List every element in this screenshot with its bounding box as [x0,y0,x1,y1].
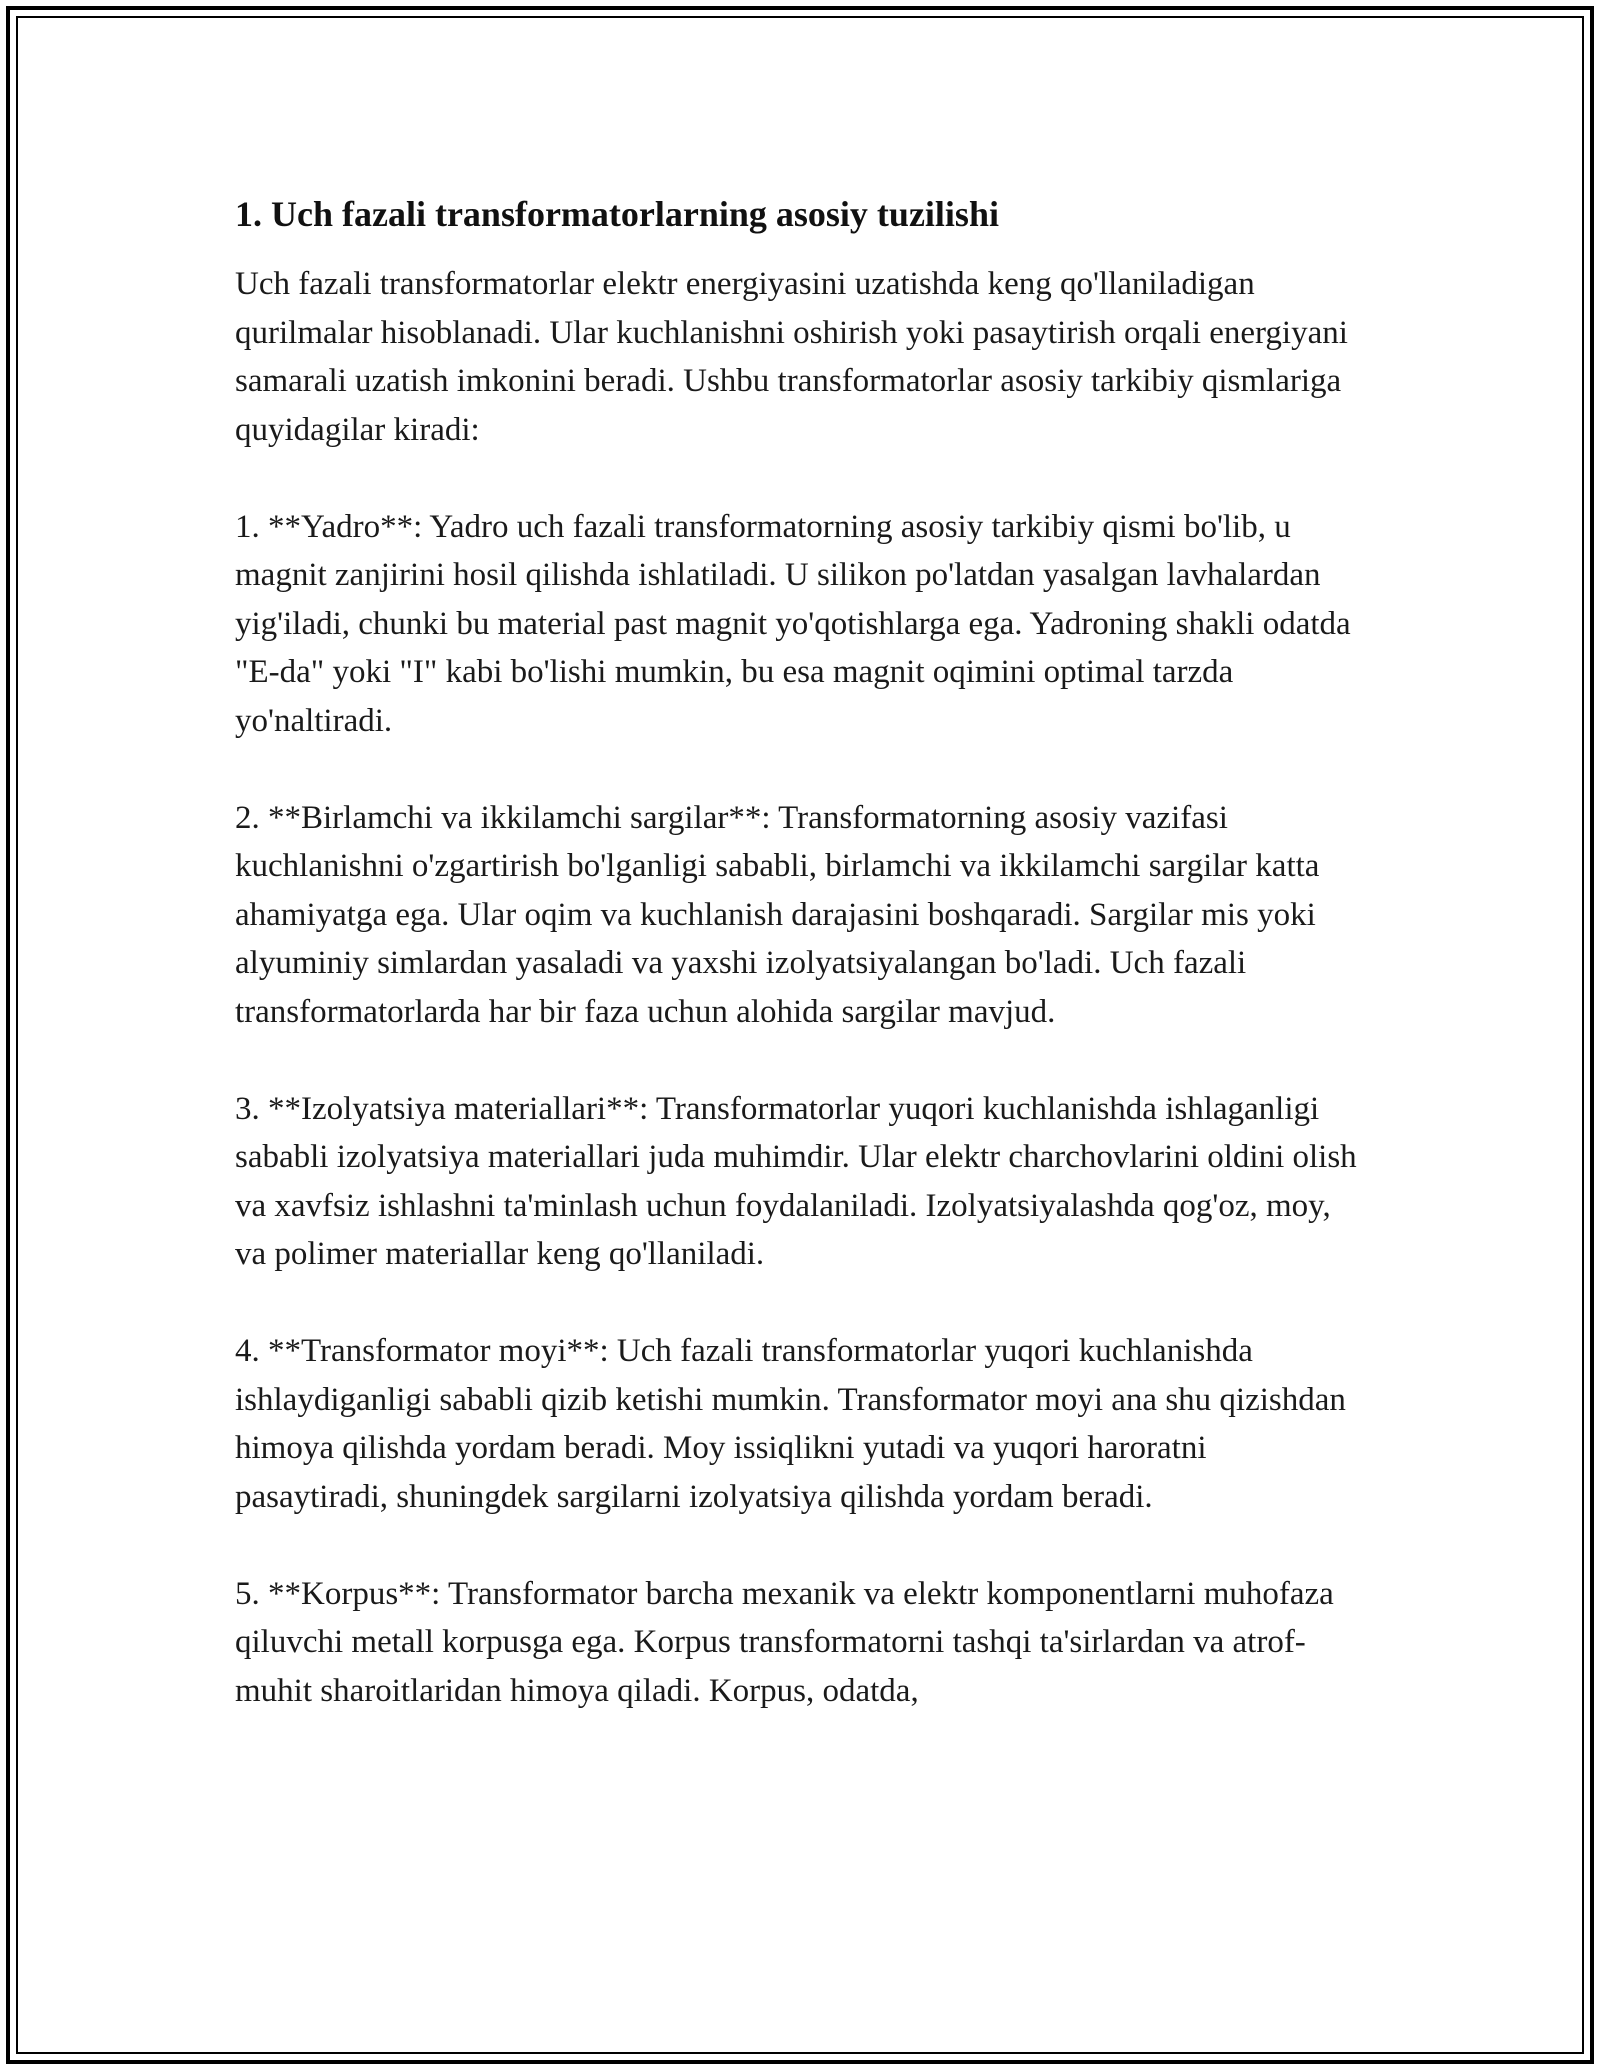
paragraph-izolyatsiya: 3. **Izolyatsiya materiallari**: Transformatorlar yuqori kuchlanishda ishlaganligi sababli izolyatsiya materiallari juda muhimdir. Ular elektr charchovlarini oldini olish va xavfsiz ishlashni ta'minlash uchun foydalaniladi. Izolyatsiyalashda qog'oz, moy, va polimer materiallar keng qo'llaniladi. [235,1090,1357,1272]
paragraph-yadro: 1. **Yadro**: Yadro uch fazali transformatorning asosiy tarkibiy qismi bo'lib, u magnit zanjirini hosil qilishda ishlatiladi. U silikon po'latdan yasalgan lavhalardan yig'iladi, chunki bu material past magnit yo'qotishlarga ega. Yadroning shakli odatda "E-da" yoki "I" kabi bo'lishi mumkin, bu esa magnit oqimini optimal tarzda yo'naltiradi. [235,508,1351,739]
paragraph-sargilar: 2. **Birlamchi va ikkilamchi sargilar**: Transformatorning asosiy vazifasi kuchlanishni o'zgartirish bo'lganligi sababli, birlamchi va ikkilamchi sargilar katta ahamiyatga ega. Ular oqim va kuchlanish darajasini boshqaradi. Sargilar mis yoki alyuminiy simlardan yasaladi va yaxshi izolyatsiyalangan bo'ladi. Uch fazali transformatorlarda har bir faza uchun alohida sargilar mavjud. [235,799,1320,1030]
paragraph-korpus: 5. **Korpus**: Transformator barcha mexanik va elektr komponentlarni muhofaza qiluvchi metall korpusga ega. Korpus transformatorni tashqi ta'sirlardan va atrof-muhit sharoitlaridan himoya qiladi. Korpus, odatda, [235,1575,1334,1709]
paragraph-moy: 4. **Transformator moyi**: Uch fazali transformatorlar yuqori kuchlanishda ishlaydiganligi sababli qizib ketishi mumkin. Transformator moyi ana shu qizishdan himoya qilishda yordam beradi. Moy issiqlikni yutadi va yuqori haroratni pasaytiradi, shuningdek sargilarni izolyatsiya qilishda yordam beradi. [235,1333,1346,1515]
intro-paragraph: Uch fazali transformatorlar elektr energiyasini uzatishda keng qo'llaniladigan qurilmalar hisoblanadi. Ular kuchlanishni oshirish yoki pasaytirish orqali energiyani samarali uzatish imkonini beradi. Ushbu transformatorlar asosiy tarkibiy qismlariga quyidagilar kiradi: [235,266,1348,448]
section-heading: 1. Uch fazali transformatorlarning asosiy tuzilishi [235,194,999,234]
document-body [235,190,1365,1764]
